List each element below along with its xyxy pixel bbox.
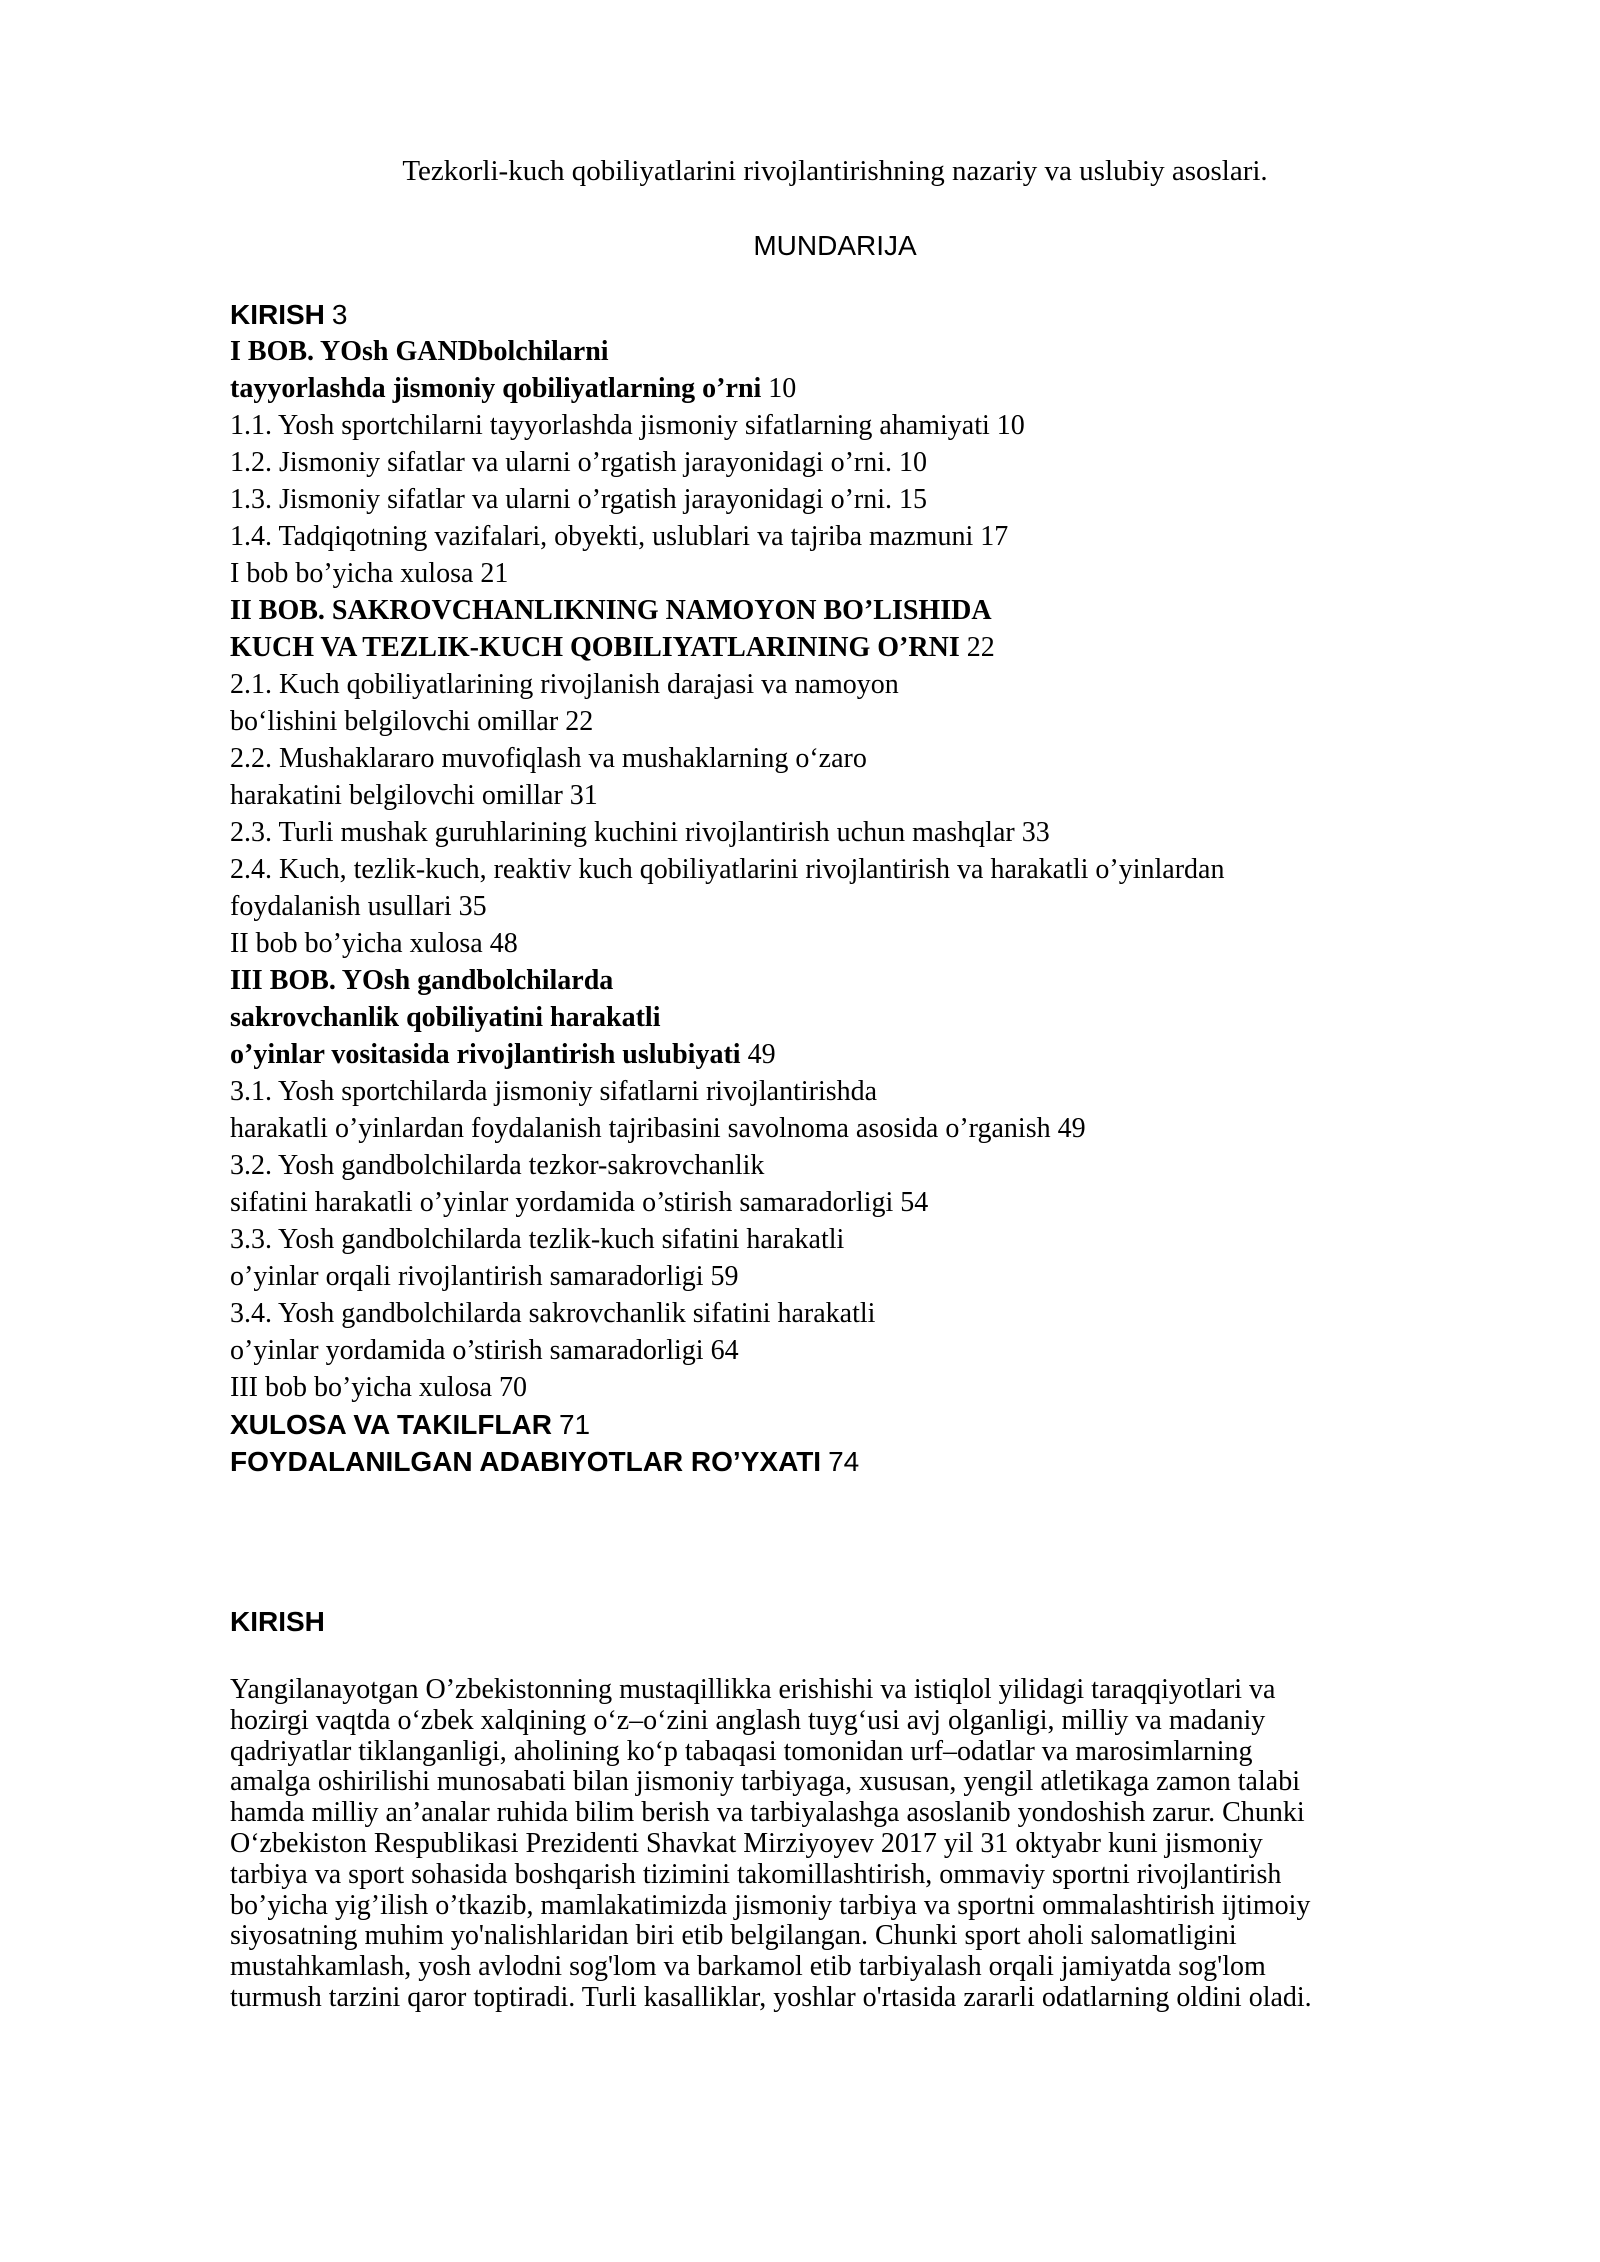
toc-entry-line bbox=[230, 1406, 1480, 1443]
toc-entry-line bbox=[230, 740, 1480, 777]
toc-entry-title: harakatli o’yinlardan foydalanish tajribasini savolnoma asosida o’rganish bbox=[230, 1113, 1051, 1144]
toc-entry bbox=[230, 1443, 1480, 1480]
paragraph-line: Yangilanayotgan O’zbekistonning mustaqillikka erishishi va istiqlol yilidagi taraqqiyotlari va bbox=[230, 1674, 1276, 1705]
toc-entry-title: FOYDALANILGAN ADABIYOTLAR RO’YXATI bbox=[230, 1446, 822, 1477]
paragraph-line: turmush tarzini qaror toptiradi. Turli kasalliklar, yoshlar o'rtasida zararli odatlarning oldini oladi. bbox=[230, 1981, 1312, 2013]
toc-entry bbox=[230, 814, 1480, 851]
toc-page-number: 35 bbox=[458, 891, 487, 922]
toc-entry bbox=[230, 444, 1480, 481]
toc-page-number: 10 bbox=[899, 447, 928, 478]
toc-entry bbox=[230, 1147, 1480, 1221]
intro-paragraph bbox=[230, 1675, 1490, 2014]
toc-entry-line bbox=[230, 1221, 1480, 1258]
toc-entry-title: 1.4. Tadqiqotning vazifalari, obyekti, uslublari va tajriba mazmuni bbox=[230, 521, 974, 552]
paragraph-line: hozirgi vaqtda o‘zbek xalqining o‘z–o‘zini anglash tuyg‘usi avj olganligi, milliy va madaniy bbox=[230, 1704, 1266, 1736]
paragraph-line: bo’yicha yig’ilish o’tkazib, mamlakatimizda jismoniy tarbiya va sportni ommalashtirish ijtimoiy bbox=[230, 1889, 1311, 1921]
toc-heading: MUNDARIJA bbox=[753, 230, 917, 261]
paragraph-line: tarbiya va sport sohasida boshqarish tizimini takomillashtirish, ommaviy sportni rivojlantirish bbox=[230, 1858, 1282, 1890]
toc-page-number: 10 bbox=[996, 410, 1025, 441]
toc-entry-line bbox=[230, 999, 1480, 1036]
toc-entry-line bbox=[230, 814, 1480, 851]
toc-entry-line bbox=[230, 962, 1480, 999]
toc-entry-line bbox=[230, 518, 1480, 555]
toc-entry bbox=[230, 1221, 1480, 1295]
toc-entry-line bbox=[230, 666, 1480, 703]
paragraph-line: mustahkamlash, yosh avlodni sog'lom va barkamol etib tarbiyalash orqali jamiyatda sog'lom bbox=[230, 1951, 1266, 1983]
toc-page-number: 59 bbox=[710, 1261, 739, 1292]
toc-entry-line bbox=[230, 888, 1480, 925]
toc-entry bbox=[230, 555, 1480, 592]
toc-entry-title: KIRISH bbox=[230, 299, 325, 330]
intro-heading: KIRISH bbox=[230, 1606, 325, 1637]
toc-entry-title: bo‘lishini belgilovchi omillar bbox=[230, 706, 559, 737]
toc-entry-line bbox=[230, 555, 1480, 592]
toc-page-number: 71 bbox=[558, 1409, 591, 1440]
toc-page-number: 21 bbox=[480, 558, 509, 589]
toc-page-number: 49 bbox=[1057, 1113, 1086, 1144]
toc-entry-title: 1.3. Jismoniy sifatlar va ularni o’rgatish jarayonidagi o’rni. bbox=[230, 484, 893, 515]
toc-entry-title: 3.3. Yosh gandbolchilarda tezlik-kuch sifatini harakatli bbox=[230, 1224, 845, 1255]
toc-page-number: 33 bbox=[1021, 817, 1050, 848]
toc-entry bbox=[230, 592, 1480, 666]
toc-entry-line bbox=[230, 1184, 1480, 1221]
toc-page-number: 15 bbox=[899, 484, 928, 515]
toc-entry-title: I BOB. YOsh GANDbolchilarni bbox=[230, 336, 609, 367]
toc-page-number: 10 bbox=[768, 373, 797, 404]
toc-entry-title: sifatini harakatli o’yinlar yordamida o’stirish samaradorligi bbox=[230, 1187, 894, 1218]
toc-entry-title: harakatini belgilovchi omillar bbox=[230, 780, 563, 811]
toc-entry-line bbox=[230, 1036, 1480, 1073]
paragraph-line: qadriyatlar tiklanganligi, aholining ko‘p tabaqasi tomonidan urf–odatlar va marosimlarning bbox=[230, 1735, 1253, 1767]
toc-entry-line bbox=[230, 703, 1480, 740]
toc-entry-title: 2.3. Turli mushak guruhlarining kuchini rivojlantirish uchun mashqlar bbox=[230, 817, 1015, 848]
toc-entry-line bbox=[230, 1258, 1480, 1295]
toc-entry-title: II bob bo’yicha xulosa bbox=[230, 928, 483, 959]
toc-entry bbox=[230, 1369, 1480, 1406]
toc-entry bbox=[230, 851, 1480, 925]
toc-entry-title: KUCH VA TEZLIK-KUCH QOBILIYATLARINING O’RNI bbox=[230, 632, 960, 663]
toc-entry-line bbox=[230, 1073, 1480, 1110]
toc-entry bbox=[230, 666, 1480, 740]
toc-entry-title: 3.1. Yosh sportchilarda jismoniy sifatlarni rivojlantirishda bbox=[230, 1076, 878, 1107]
toc-entry-line bbox=[230, 592, 1480, 629]
toc-entry-line bbox=[230, 1147, 1480, 1184]
toc-entry-title: II BOB. SAKROVCHANLIKNING NAMOYON BO’LISHIDA bbox=[230, 595, 992, 626]
paragraph-line: amalga oshirilishi munosabati bilan jismoniy tarbiyaga, xususan, yengil atletikaga zamon talabi bbox=[230, 1766, 1300, 1798]
toc-entry-title: 1.2. Jismoniy sifatlar va ularni o’rgatish jarayonidagi o’rni. bbox=[230, 447, 893, 478]
toc-entry bbox=[230, 518, 1480, 555]
paragraph-line: O‘zbekiston Respublikasi Prezidenti Shavkat Mirziyoyev 2017 yil 31 oktyabr kuni jismoniy bbox=[230, 1827, 1263, 1859]
toc-entry-title: 2.4. Kuch, tezlik-kuch, reaktiv kuch qobiliyatlarini rivojlantirish va harakatli o’yinlardan bbox=[230, 854, 1225, 885]
toc-entry-line bbox=[230, 851, 1480, 888]
toc-entry-line bbox=[230, 1295, 1480, 1332]
document-title: Tezkorli-kuch qobiliyatlarini rivojlantirishning nazariy va uslubiy asoslari. bbox=[402, 155, 1268, 187]
toc-page-number: 22 bbox=[966, 632, 995, 663]
toc-entry bbox=[230, 1073, 1480, 1147]
toc-entry-line bbox=[230, 1332, 1480, 1369]
toc-entry bbox=[230, 1406, 1480, 1443]
toc-entry bbox=[230, 1295, 1480, 1369]
toc-entry-title: III BOB. YOsh gandbolchilarda bbox=[230, 965, 614, 996]
toc-entry-title: foydalanish usullari bbox=[230, 891, 452, 922]
toc-page-number: 22 bbox=[565, 706, 594, 737]
toc-entry-line bbox=[230, 629, 1480, 666]
toc-entry bbox=[230, 925, 1480, 962]
toc-page-number: 48 bbox=[489, 928, 518, 959]
toc-entry bbox=[230, 407, 1480, 444]
toc-entry-line bbox=[230, 777, 1480, 814]
toc-entry bbox=[230, 296, 1480, 333]
toc-page-number: 49 bbox=[747, 1039, 776, 1070]
toc-entry-title: o’yinlar vositasida rivojlantirish uslubiyati bbox=[230, 1039, 741, 1070]
toc-entry-title: 2.2. Mushaklararo muvofiqlash va mushaklarning o‘zaro bbox=[230, 743, 867, 774]
toc-entry-line bbox=[230, 1110, 1480, 1147]
toc-entry-line bbox=[230, 333, 1480, 370]
toc-entry-title: III bob bo’yicha xulosa bbox=[230, 1372, 493, 1403]
toc-entry-title: I bob bo’yicha xulosa bbox=[230, 558, 474, 589]
paragraph-line: siyosatning muhim yo'nalishlaridan biri etib belgilangan. Chunki sport aholi salomatligini bbox=[230, 1920, 1237, 1952]
table-of-contents bbox=[230, 296, 1480, 1480]
toc-entry-title: 2.1. Kuch qobiliyatlarining rivojlanish darajasi va namoyon bbox=[230, 669, 899, 700]
toc-entry-title: o’yinlar orqali rivojlantirish samaradorligi bbox=[230, 1261, 704, 1292]
toc-entry-title: 1.1. Yosh sportchilarni tayyorlashda jismoniy sifatlarning ahamiyati bbox=[230, 410, 990, 441]
toc-entry bbox=[230, 740, 1480, 814]
toc-entry-line bbox=[230, 444, 1480, 481]
toc-page-number: 17 bbox=[980, 521, 1009, 552]
toc-page-number: 31 bbox=[569, 780, 598, 811]
toc-entry-line bbox=[230, 481, 1480, 518]
toc-page-number: 54 bbox=[900, 1187, 929, 1218]
toc-entry-line bbox=[230, 1369, 1480, 1406]
toc-entry bbox=[230, 481, 1480, 518]
paragraph-line: hamda milliy an’analar ruhida bilim berish va tarbiyalashga asoslanib yondoshish zarur. Chunki bbox=[230, 1797, 1305, 1829]
toc-page-number: 70 bbox=[499, 1372, 528, 1403]
toc-entry-line bbox=[230, 296, 1480, 333]
toc-entry-title: tayyorlashda jismoniy qobiliyatlarning o’rni bbox=[230, 373, 762, 404]
toc-entry-line bbox=[230, 407, 1480, 444]
toc-entry-title: XULOSA VA TAKILFLAR bbox=[230, 1409, 552, 1440]
toc-entry-line bbox=[230, 925, 1480, 962]
toc-page-number: 3 bbox=[331, 299, 348, 330]
toc-page-number: 64 bbox=[710, 1335, 739, 1366]
toc-entry-title: 3.4. Yosh gandbolchilarda sakrovchanlik sifatini harakatli bbox=[230, 1298, 876, 1329]
toc-entry-title: 3.2. Yosh gandbolchilarda tezkor-sakrovchanlik bbox=[230, 1150, 765, 1181]
toc-entry-title: o’yinlar yordamida o’stirish samaradorligi bbox=[230, 1335, 704, 1366]
toc-entry-line bbox=[230, 1443, 1480, 1480]
toc-page-number: 74 bbox=[828, 1446, 860, 1477]
toc-entry bbox=[230, 962, 1480, 1073]
toc-entry-line bbox=[230, 370, 1480, 407]
toc-entry bbox=[230, 333, 1480, 407]
toc-entry-title: sakrovchanlik qobiliyatini harakatli bbox=[230, 1002, 661, 1033]
